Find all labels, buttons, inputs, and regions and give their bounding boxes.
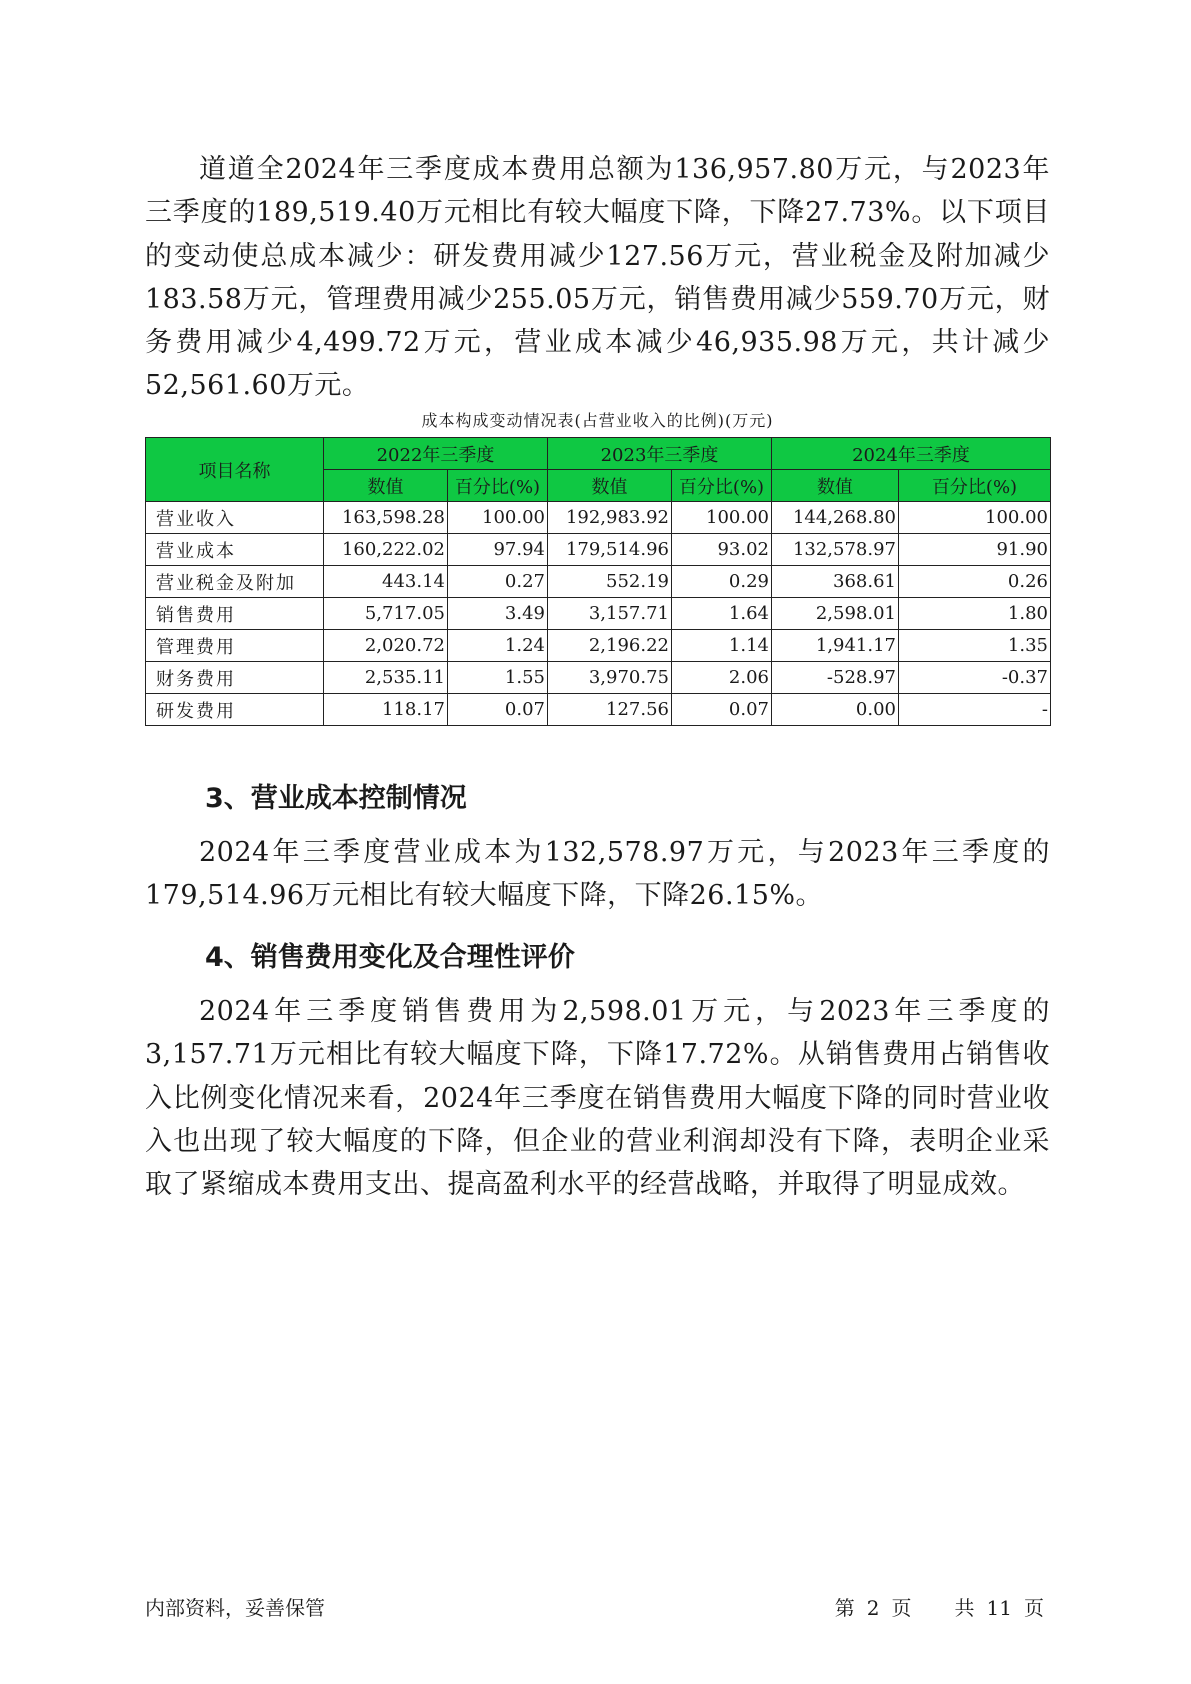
subheader-value: 数值: [324, 470, 448, 502]
page-total: 11: [986, 1596, 1012, 1620]
cell-percent: 0.27: [448, 566, 548, 598]
row-label: 营业成本: [146, 534, 324, 566]
paragraph-sales-expense: 2024年三季度销售费用为2,598.01万元，与2023年三季度的3,157.71万元相比有较大幅度下降，下降17.72%。从销售费用占销售收入比例变化情况来看，2024年三季度在销售费用大幅度下降的同时营业收入也出现了较大幅度的下降，但企业的营业利润却没有下降，表明企业采取了紧缩成本费用支出、提高盈利水平的经营战略，并取得了明显成效。: [145, 996, 1050, 1201]
cell-value: 163,598.28: [324, 502, 448, 534]
table-row: [146, 630, 1051, 662]
cell-percent: 1.64: [672, 598, 772, 630]
row-label: 管理费用: [146, 630, 324, 662]
cell-value: 2,535.11: [324, 662, 448, 694]
total-prefix: 共: [954, 1596, 975, 1620]
cell-value: 368.61: [772, 566, 899, 598]
cell-percent: 93.02: [672, 534, 772, 566]
cell-percent: 0.29: [672, 566, 772, 598]
table-row: [146, 694, 1051, 726]
header-period-2023: 2023年三季度: [548, 438, 772, 470]
table-row: [146, 598, 1051, 630]
cell-value: 552.19: [548, 566, 672, 598]
cell-percent: 91.90: [899, 534, 1051, 566]
paragraph-cost-summary: 道道全2024年三季度成本费用总额为136,957.80万元，与2023年三季度的189,519.40万元相比有较大幅度下降，下降27.73%。以下项目的变动使总成本减少：研发费用减少127.56万元，营业税金及附加减少183.58万元，管理费用减少255.05万元，销售费用减少559.70万元，财务费用减少4,499.72万元，营业成本减少46,935.98万元，共计减少52,561.60万元。: [145, 154, 1050, 402]
row-label: 营业收入: [146, 502, 324, 534]
table-row: [146, 662, 1051, 694]
header-period-2022: 2022年三季度: [324, 438, 548, 470]
cell-value: 160,222.02: [324, 534, 448, 566]
cell-percent: 100.00: [899, 502, 1051, 534]
cell-value: 0.00: [772, 694, 899, 726]
table-row: [146, 566, 1051, 598]
cell-percent: 0.07: [672, 694, 772, 726]
cell-percent: 100.00: [448, 502, 548, 534]
cell-value: 192,983.92: [548, 502, 672, 534]
row-label: 销售费用: [146, 598, 324, 630]
cell-percent: 3.49: [448, 598, 548, 630]
subheader-percent: 百分比(%): [448, 470, 548, 502]
cell-value: 5,717.05: [324, 598, 448, 630]
cell-value: 2,598.01: [772, 598, 899, 630]
section-heading-cost-control: 3、营业成本控制情况: [205, 783, 467, 814]
cell-percent: -: [899, 694, 1051, 726]
cell-percent: 0.07: [448, 694, 548, 726]
cost-structure-table: [145, 437, 1051, 726]
table-header-row: [146, 438, 1051, 470]
cell-percent: 1.14: [672, 630, 772, 662]
page-prefix: 第: [834, 1596, 855, 1620]
footer-page-number: [829, 1592, 1050, 1621]
cell-value: 2,020.72: [324, 630, 448, 662]
table-caption: 成本构成变动情况表(占营业收入的比例)(万元): [421, 411, 774, 430]
cell-percent: 97.94: [448, 534, 548, 566]
cell-value: 2,196.22: [548, 630, 672, 662]
subheader-value: 数值: [772, 470, 899, 502]
cell-value: 132,578.97: [772, 534, 899, 566]
page-current: 2: [866, 1596, 880, 1620]
total-unit: 页: [1024, 1596, 1044, 1620]
subheader-percent: 百分比(%): [672, 470, 772, 502]
cell-percent: 1.55: [448, 662, 548, 694]
subheader-percent: 百分比(%): [899, 470, 1051, 502]
paragraph-operating-cost: 2024年三季度营业成本为132,578.97万元，与2023年三季度的179,514.96万元相比有较大幅度下降，下降26.15%。: [145, 837, 1050, 912]
subheader-value: 数值: [548, 470, 672, 502]
cell-value: 3,157.71: [548, 598, 672, 630]
footer-confidential-note: 内部资料，妥善保管: [145, 1596, 325, 1620]
cell-value: 127.56: [548, 694, 672, 726]
table-row: [146, 502, 1051, 534]
cell-percent: 0.26: [899, 566, 1051, 598]
page-unit: 页: [891, 1596, 912, 1620]
table-row: [146, 534, 1051, 566]
row-label: 研发费用: [146, 694, 324, 726]
cell-percent: 1.35: [899, 630, 1051, 662]
cell-value: 144,268.80: [772, 502, 899, 534]
cell-value: -528.97: [772, 662, 899, 694]
cell-percent: 1.80: [899, 598, 1051, 630]
header-item-name: 项目名称: [146, 438, 324, 502]
header-period-2024: 2024年三季度: [772, 438, 1051, 470]
row-label: 财务费用: [146, 662, 324, 694]
cell-value: 118.17: [324, 694, 448, 726]
cell-percent: 1.24: [448, 630, 548, 662]
cell-percent: 2.06: [672, 662, 772, 694]
cell-value: 1,941.17: [772, 630, 899, 662]
cell-value: 3,970.75: [548, 662, 672, 694]
cell-percent: 100.00: [672, 502, 772, 534]
cell-value: 179,514.96: [548, 534, 672, 566]
row-label: 营业税金及附加: [146, 566, 324, 598]
cell-percent: -0.37: [899, 662, 1051, 694]
cell-value: 443.14: [324, 566, 448, 598]
section-heading-sales-expense: 4、销售费用变化及合理性评价: [205, 942, 575, 973]
